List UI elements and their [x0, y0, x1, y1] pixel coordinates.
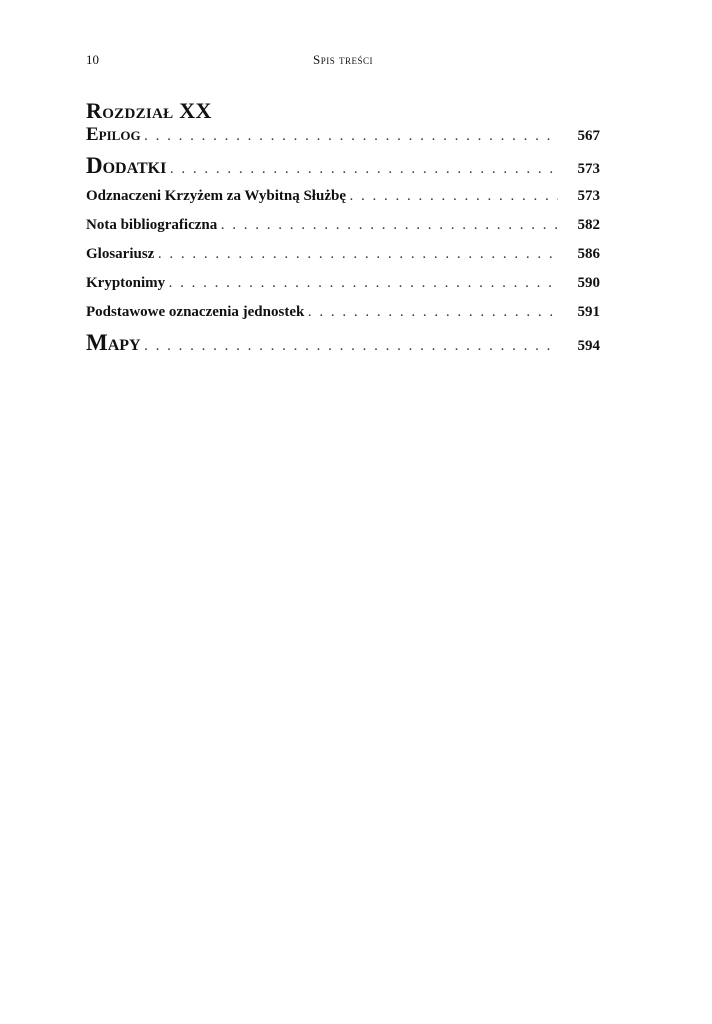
toc-entry-page: 594 — [577, 338, 600, 354]
toc-entry-page: 586 — [577, 246, 600, 262]
toc-entry-page: 567 — [577, 128, 600, 144]
toc-entry-page: 582 — [577, 217, 600, 233]
toc-entry-odznaczeni — [86, 182, 600, 211]
running-title: Spis treści — [313, 52, 373, 67]
toc-entry-page: 573 — [577, 161, 600, 177]
dot-leader — [145, 331, 558, 359]
toc-entry-title: Epilog — [86, 124, 141, 145]
dot-leader — [158, 241, 558, 269]
toc-entry-title: Dodatki — [86, 153, 167, 178]
toc-entry-epilog — [86, 122, 600, 148]
toc-entry-title: Podstawowe oznaczenia jednostek — [86, 304, 305, 320]
toc-entry-title: Odznaczeni Krzyżem za Wybitną Służbę — [86, 188, 346, 204]
toc-entry-page: 591 — [577, 304, 600, 320]
dot-leader — [145, 124, 558, 148]
table-of-contents — [86, 100, 600, 359]
toc-entry-mapy — [86, 327, 600, 359]
dot-leader — [350, 183, 558, 211]
toc-entry-title: Nota bibliograficzna — [86, 217, 218, 233]
dot-leader — [169, 270, 558, 298]
toc-entry-title: Mapy — [86, 330, 141, 355]
dot-leader — [308, 299, 558, 327]
toc-entry-nota-bibliograficzna — [86, 211, 600, 240]
chapter-label: Rozdział XX — [86, 98, 212, 123]
toc-entry-glosariusz — [86, 240, 600, 269]
running-header — [86, 52, 600, 72]
toc-entry-title: Kryptonimy — [86, 275, 166, 291]
toc-entry-oznaczenia-jednostek — [86, 298, 600, 327]
dot-leader — [221, 212, 558, 240]
toc-entry-kryptonimy — [86, 269, 600, 298]
toc-entry-page: 590 — [577, 275, 600, 291]
toc-entry-page: 573 — [577, 188, 600, 204]
toc-entry-dodatki — [86, 150, 600, 182]
toc-entry-title: Glosariusz — [86, 246, 155, 262]
page-number: 10 — [86, 52, 99, 67]
dot-leader — [170, 154, 558, 182]
